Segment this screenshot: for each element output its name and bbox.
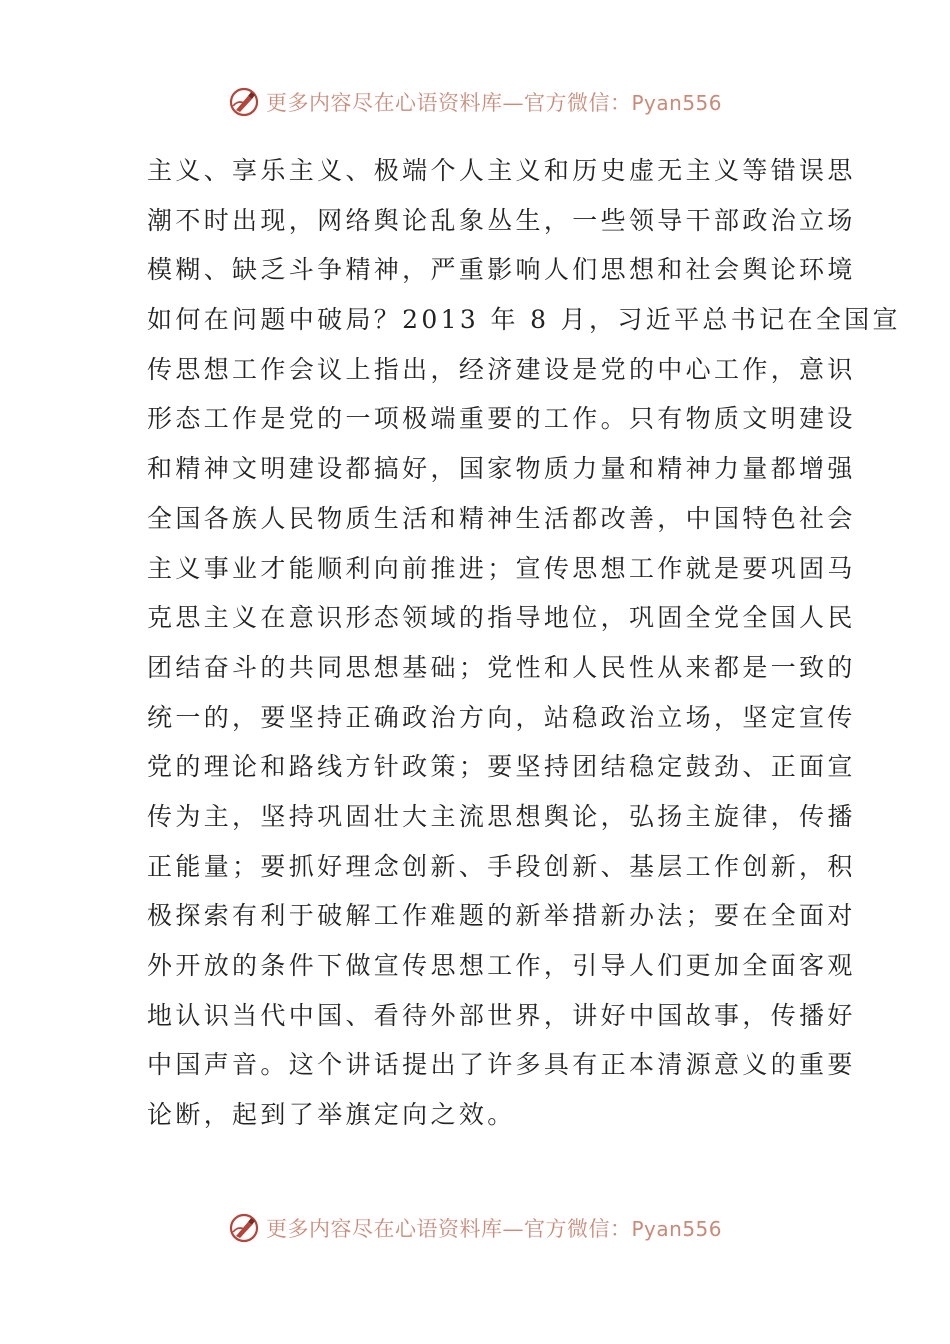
pen-nib-logo-icon	[228, 86, 260, 118]
text-line: 极探索有利于破解工作难题的新举措新办法；要在全面对	[147, 901, 856, 931]
wechat-id: Pyan556	[631, 1217, 722, 1241]
banner-text	[266, 87, 722, 117]
banner-label: 更多内容尽在心语资料库—官方微信：	[265, 1217, 632, 1241]
text-line: 中国声音。这个讲话提出了许多具有正本清源意义的重要	[147, 1050, 856, 1080]
text-line: 党的理论和路线方针政策；要坚持团结稳定鼓劲、正面宣	[147, 752, 856, 782]
text-line: 地认识当代中国、看待外部世界，讲好中国故事，传播好	[147, 1000, 856, 1030]
text-line: 传思想工作会议上指出，经济建设是党的中心工作，意识	[147, 354, 856, 384]
header-banner	[0, 82, 950, 122]
document-body	[147, 146, 901, 1140]
text-line: 论断，起到了举旗定向之效。	[147, 1100, 516, 1130]
text-line: 形态工作是党的一项极端重要的工作。只有物质文明建设	[147, 404, 856, 434]
text-line: 克思主义在意识形态领域的指导地位，巩固全党全国人民	[147, 603, 856, 633]
text-line: 潮不时出现，网络舆论乱象丛生，一些领导干部政治立场	[147, 205, 856, 235]
text-line: 模糊、缺乏斗争精神，严重影响人们思想和社会舆论环境	[147, 255, 856, 285]
wechat-id: Pyan556	[631, 91, 722, 115]
text-line: 外开放的条件下做宣传思想工作，引导人们更加全面客观	[147, 951, 856, 980]
text-line: 正能量；要抓好理念创新、手段创新、基层工作创新，积	[147, 851, 856, 881]
text-line: 如何在问题中破局？2013 年 8 月，习近平总书记在全国宣	[147, 305, 901, 335]
banner-label: 更多内容尽在心语资料库—官方微信：	[265, 91, 632, 115]
text-line: 主义、享乐主义、极端个人主义和历史虚无主义等错误思	[147, 156, 856, 185]
text-line: 传为主，坚持巩固壮大主流思想舆论，弘扬主旋律，传播	[147, 801, 856, 831]
text-line: 统一的，要坚持正确政治方向，站稳政治立场，坚定宣传	[147, 702, 856, 732]
text-line: 主义事业才能顺利向前推进；宣传思想工作就是要巩固马	[147, 553, 856, 583]
text-line: 团结奋斗的共同思想基础；党性和人民性从来都是一致的	[147, 652, 856, 682]
text-line: 和精神文明建设都搞好，国家物质力量和精神力量都增强	[147, 454, 856, 484]
footer-banner	[0, 1208, 950, 1248]
banner-text	[266, 1213, 722, 1243]
text-line: 全国各族人民物质生活和精神生活都改善，中国特色社会	[147, 503, 856, 533]
pen-nib-logo-icon	[228, 1212, 260, 1244]
